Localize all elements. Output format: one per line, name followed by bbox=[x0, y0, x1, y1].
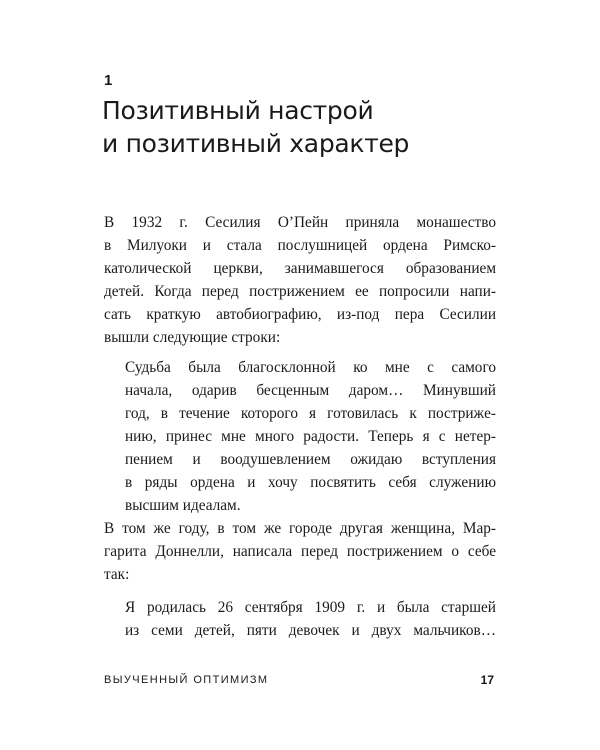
text-line: детей. Когда перед пострижением ее попросили напи- bbox=[104, 283, 496, 300]
chapter-title bbox=[102, 94, 409, 160]
running-title: ВЫУЧЕННЫЙ ОПТИМИЗМ bbox=[104, 674, 269, 686]
quote-line: пением и воодушевлением ожидаю вступления bbox=[125, 451, 496, 468]
chapter-title-line: и позитивный характер bbox=[102, 129, 410, 158]
quote-line: год, в течение которого я готовилась к пострижe- bbox=[125, 405, 496, 422]
quote-line: Я родилась 26 сентября 1909 г. и была старшей bbox=[125, 599, 496, 616]
paragraph-intro bbox=[104, 211, 496, 349]
quote-cecilia bbox=[125, 356, 496, 517]
paragraph-margarita bbox=[104, 517, 496, 586]
text-line: В том же году, в том же городе другая женщина, Мар- bbox=[104, 520, 496, 537]
text-line: В 1932 г. Сесилия О’Пейн приняла монашество bbox=[104, 214, 496, 231]
quote-line: высшим идеалам. bbox=[125, 497, 241, 514]
quote-margarita bbox=[125, 596, 496, 642]
quote-line: в ряды ордена и хочу посвятить себя служению bbox=[125, 474, 496, 491]
quote-line: Судьба была благосклонной ко мне с самого bbox=[125, 359, 496, 376]
page-footer bbox=[104, 674, 496, 690]
text-line: вышли следующие строки: bbox=[104, 329, 281, 346]
text-line: сать краткую автобиографию, из-под пера Сесилии bbox=[104, 306, 496, 323]
quote-line: из семи детей, пяти девочек и двух мальчиков… bbox=[125, 622, 496, 639]
page-number: 17 bbox=[480, 673, 494, 687]
text-line: католической церкви, занимавшегося образованием bbox=[104, 260, 496, 277]
quote-line: начала, одарив бесценным даром… Минувший bbox=[125, 382, 496, 399]
text-line: в Милуоки и стала послушницей ордена Римско- bbox=[104, 237, 496, 254]
text-line: гарита Доннелли, написала перед пострижением о себе bbox=[104, 543, 496, 560]
chapter-number: 1 bbox=[104, 72, 113, 89]
quote-line: нию, принес мне много радости. Теперь я с нетер- bbox=[125, 428, 496, 445]
text-line: так: bbox=[104, 566, 130, 583]
chapter-title-line: Позитивный настрой bbox=[102, 96, 374, 125]
